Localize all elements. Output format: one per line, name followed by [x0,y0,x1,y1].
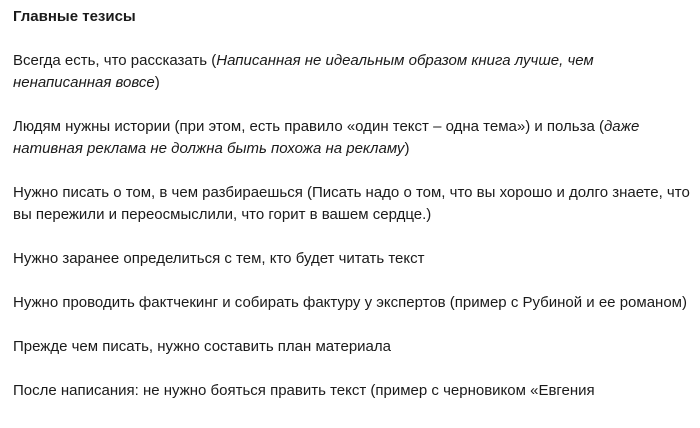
thesis-paragraph-1 [13,50,693,94]
thesis-4-text: Нужно заранее определиться с тем, кто будет читать текст [13,250,425,267]
thesis-1-emphasis: Написанная не идеальным образом книга лучше, чем ненаписанная вовсе [13,52,594,91]
thesis-5-text: Нужно проводить фактчекинг и собирать фактуру у экспертов (пример с Рубиной и ее романом) [13,294,687,311]
thesis-paragraph-6 [13,336,693,358]
thesis-2-emphasis: даже нативная реклама не должна быть похожа на рекламу [13,118,640,157]
thesis-6-text: Прежде чем писать, нужно составить план материала [13,338,391,355]
thesis-paragraph-5 [13,292,693,314]
thesis-paragraph-4 [13,248,693,270]
thesis-paragraph-2 [13,116,693,160]
thesis-paragraph-3 [13,182,693,226]
thesis-paragraph-7 [13,380,693,402]
thesis-3-text: Нужно писать о том, в чем разбираешься (Писать надо о том, что вы хорошо и долго знаете, что вы пережили и переосмыслили, что горит в вашем сердце.) [13,184,690,223]
thesis-7-text: После написания: не нужно бояться править текст (пример с черновиком «Евгения [13,382,595,399]
document-title: Главные тезисы [13,8,136,25]
document-body [13,6,693,424]
thesis-1-closing: ) [154,74,160,91]
thesis-1-text: Всегда есть, что рассказать ( [13,52,217,69]
thesis-2-text: Людям нужны истории (при этом, есть правило «один текст – одна тема») и польза ( [13,118,604,135]
thesis-2-closing: ) [404,140,410,157]
